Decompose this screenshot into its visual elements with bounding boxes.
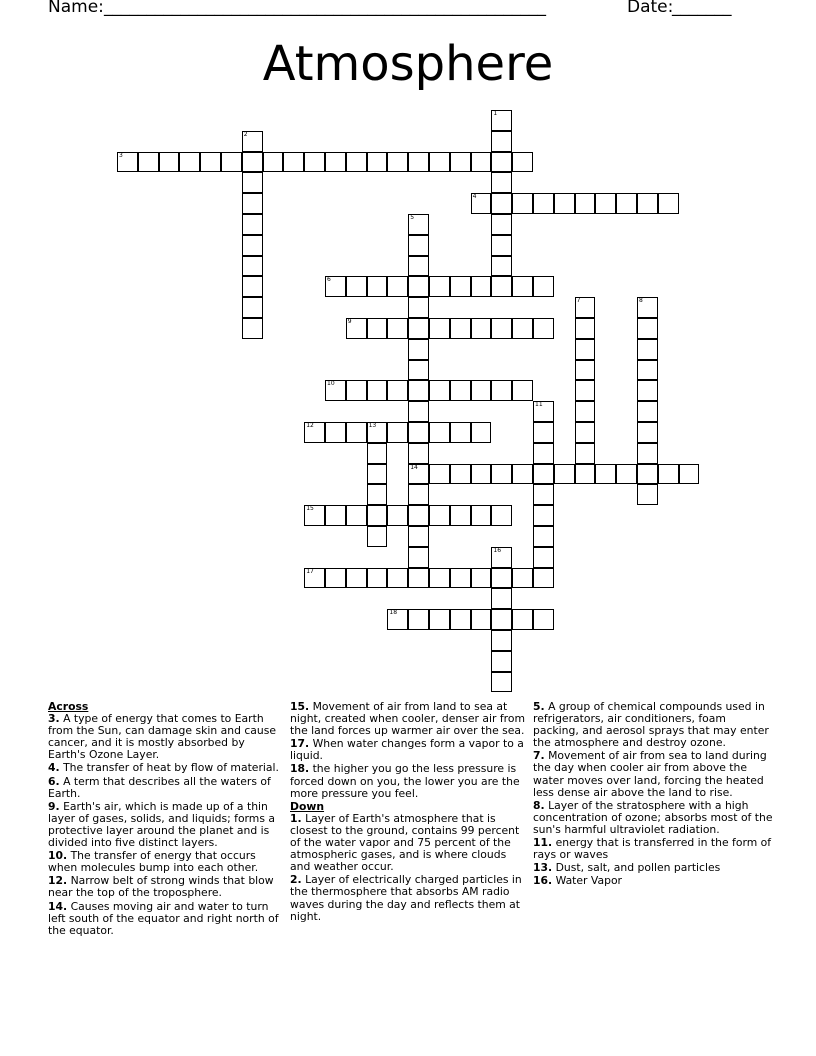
crossword-cell[interactable]	[491, 568, 512, 589]
clue-number: 7	[576, 297, 581, 305]
crossword-cell[interactable]	[325, 380, 346, 401]
crossword-cell[interactable]	[408, 318, 429, 339]
crossword-cell[interactable]	[471, 276, 492, 297]
clue-number: 11	[535, 401, 543, 409]
clues-column-1	[48, 701, 280, 938]
crossword-cell[interactable]	[575, 401, 596, 422]
crossword-cell[interactable]	[408, 547, 429, 568]
crossword-cell[interactable]	[471, 568, 492, 589]
crossword-cell[interactable]	[367, 152, 388, 173]
crossword-cell[interactable]	[387, 318, 408, 339]
clue-down-11: 11. energy that is transferred in the form of rays or waves	[533, 836, 772, 862]
crossword-cell[interactable]	[491, 256, 512, 277]
crossword-cell[interactable]	[408, 609, 429, 630]
crossword-cell[interactable]	[387, 380, 408, 401]
crossword-cell[interactable]	[637, 318, 658, 339]
crossword-cell[interactable]	[637, 443, 658, 464]
crossword-cell[interactable]	[450, 505, 471, 526]
crossword-cell[interactable]	[471, 505, 492, 526]
crossword-cell[interactable]	[304, 568, 325, 589]
crossword-cell[interactable]	[346, 422, 367, 443]
crossword-cell[interactable]	[429, 276, 450, 297]
across-heading: Across	[48, 700, 89, 713]
crossword-cell[interactable]	[533, 401, 554, 422]
crossword-cell[interactable]	[346, 568, 367, 589]
crossword-cell[interactable]	[595, 464, 616, 485]
crossword-cell[interactable]	[616, 464, 637, 485]
crossword-cell[interactable]	[491, 214, 512, 235]
crossword-cell[interactable]	[637, 422, 658, 443]
crossword-cell[interactable]	[491, 588, 512, 609]
clue-down-2: 2. Layer of electrically charged particles in the thermosphere that absorbs AM radio waves during the day and reflects them at night.	[290, 873, 522, 923]
crossword-cell[interactable]	[408, 484, 429, 505]
crossword-cell[interactable]	[491, 380, 512, 401]
crossword-cell[interactable]	[575, 422, 596, 443]
crossword-cell[interactable]	[221, 152, 242, 173]
clue-number: 15	[306, 505, 314, 513]
crossword-cell[interactable]	[533, 526, 554, 547]
clue-number: 14	[410, 463, 418, 471]
crossword-cell[interactable]	[367, 422, 388, 443]
crossword-cell[interactable]	[637, 484, 658, 505]
crossword-cell[interactable]	[408, 380, 429, 401]
crossword-cell[interactable]	[242, 235, 263, 256]
crossword-cell[interactable]	[450, 464, 471, 485]
clue-number: 10	[327, 380, 335, 388]
crossword-cell[interactable]	[408, 526, 429, 547]
crossword-cell[interactable]	[471, 318, 492, 339]
crossword-cell[interactable]	[512, 380, 533, 401]
crossword-cell[interactable]	[491, 172, 512, 193]
crossword-cell[interactable]	[471, 380, 492, 401]
crossword-cell[interactable]	[658, 464, 679, 485]
crossword-cell[interactable]	[679, 464, 700, 485]
crossword-cell[interactable]	[575, 380, 596, 401]
crossword-cell[interactable]	[491, 193, 512, 214]
crossword-cell[interactable]	[429, 318, 450, 339]
crossword-cell[interactable]	[637, 380, 658, 401]
crossword-cell[interactable]	[533, 422, 554, 443]
crossword-cell[interactable]	[408, 214, 429, 235]
crossword-cell[interactable]	[575, 360, 596, 381]
crossword-cell[interactable]	[263, 152, 284, 173]
name-label: Name:	[48, 0, 104, 17]
clue-number: 17	[306, 567, 314, 575]
crossword-cell[interactable]	[408, 152, 429, 173]
crossword-cell[interactable]	[637, 297, 658, 318]
crossword-cell[interactable]	[512, 318, 533, 339]
crossword-cell[interactable]	[512, 609, 533, 630]
crossword-cell[interactable]	[450, 318, 471, 339]
clue-number: 16	[493, 546, 502, 554]
crossword-cell[interactable]	[242, 193, 263, 214]
crossword-cell[interactable]	[512, 568, 533, 589]
clue-across-18: 18. the higher you go the less pressure is forced down on you, the lower you are the more pressure you feel.	[290, 762, 520, 800]
clues-column-2	[290, 701, 526, 924]
crossword-cell[interactable]	[367, 443, 388, 464]
crossword-cell[interactable]	[429, 380, 450, 401]
crossword-cell[interactable]	[179, 152, 200, 173]
crossword-cell[interactable]	[491, 651, 512, 672]
clue-number: 3	[119, 151, 123, 159]
crossword-cell[interactable]	[325, 422, 346, 443]
crossword-cell[interactable]	[242, 276, 263, 297]
crossword-cell[interactable]	[304, 152, 325, 173]
crossword-cell[interactable]	[491, 152, 512, 173]
clue-across-4: 4. The transfer of heat by flow of material.	[48, 761, 279, 775]
crossword-cell[interactable]	[533, 443, 554, 464]
crossword-cell[interactable]	[575, 339, 596, 360]
date-field[interactable]: _______	[672, 0, 732, 17]
crossword-cell[interactable]	[408, 360, 429, 381]
crossword-cell[interactable]	[471, 422, 492, 443]
crossword-cell[interactable]	[533, 276, 554, 297]
crossword-cell[interactable]	[491, 547, 512, 568]
crossword-cell[interactable]	[450, 152, 471, 173]
clue-down-5: 5. A group of chemical compounds used in refrigerators, air conditioners, foam packing, and aerosol sprays that may enter the atmosphere and destroy ozone.	[533, 700, 769, 750]
crossword-cell[interactable]	[533, 464, 554, 485]
clue-number: 5	[410, 214, 415, 221]
crossword-cell[interactable]	[491, 110, 512, 131]
clues-column-3	[533, 701, 773, 888]
clue-down-7: 7. Movement of air from sea to land during the day when cooler air from above the water moves over land, forcing the heated less dense air above the land to rise.	[533, 749, 767, 799]
crossword-cell[interactable]	[346, 505, 367, 526]
clue-number: 1	[493, 110, 498, 117]
crossword-cell[interactable]	[117, 152, 138, 173]
crossword-cell[interactable]	[533, 484, 554, 505]
crossword-cell[interactable]	[575, 464, 596, 485]
crossword-cell[interactable]	[637, 193, 658, 214]
crossword-cell[interactable]	[408, 568, 429, 589]
crossword-cell[interactable]	[325, 505, 346, 526]
crossword-cell[interactable]	[575, 193, 596, 214]
crossword-cell[interactable]	[512, 193, 533, 214]
crossword-cell[interactable]	[242, 131, 263, 152]
crossword-cell[interactable]	[367, 505, 388, 526]
crossword-cell[interactable]	[471, 152, 492, 173]
crossword-cell[interactable]	[138, 152, 159, 173]
crossword-cell[interactable]	[346, 152, 367, 173]
crossword-cell[interactable]	[408, 443, 429, 464]
crossword-cell[interactable]	[429, 152, 450, 173]
crossword-cell[interactable]	[325, 276, 346, 297]
crossword-cell[interactable]	[346, 380, 367, 401]
crossword-cell[interactable]	[491, 630, 512, 651]
crossword-cell[interactable]	[387, 422, 408, 443]
crossword-cell[interactable]	[450, 568, 471, 589]
crossword-cell[interactable]	[491, 464, 512, 485]
clue-down-16: 16. Water Vapor	[533, 874, 622, 888]
clue-across-17: 17. When water changes form a vapor to a liquid.	[290, 737, 524, 763]
crossword-cell[interactable]	[533, 318, 554, 339]
crossword-cell[interactable]	[408, 464, 429, 485]
down-heading: Down	[290, 799, 325, 813]
crossword-cell[interactable]	[304, 505, 325, 526]
crossword-cell[interactable]	[408, 276, 429, 297]
crossword-cell[interactable]	[637, 339, 658, 360]
crossword-cell[interactable]	[450, 422, 471, 443]
crossword-cell[interactable]	[429, 505, 450, 526]
crossword-cell[interactable]	[533, 505, 554, 526]
crossword-cell[interactable]	[346, 318, 367, 339]
clue-across-15: 15. Movement of air from land to sea at night, created when cooler, denser air from the land forces up warmer air over the sea.	[290, 700, 525, 738]
crossword-cell[interactable]	[491, 235, 512, 256]
crossword-cell[interactable]	[491, 131, 512, 152]
crossword-cell[interactable]	[408, 256, 429, 277]
crossword-cell[interactable]	[533, 193, 554, 214]
crossword-cell[interactable]	[367, 318, 388, 339]
crossword-cell[interactable]	[575, 443, 596, 464]
crossword-cell[interactable]	[200, 152, 221, 173]
crossword-cell[interactable]	[575, 318, 596, 339]
crossword-cell[interactable]	[429, 422, 450, 443]
crossword-cell[interactable]	[554, 193, 575, 214]
crossword-cell[interactable]	[242, 214, 263, 235]
crossword-cell[interactable]	[242, 172, 263, 193]
crossword-cell[interactable]	[491, 318, 512, 339]
crossword-cell[interactable]	[304, 422, 325, 443]
clue-number: 6	[327, 276, 331, 284]
clue-number: 9	[347, 318, 352, 325]
crossword-cell[interactable]	[387, 609, 408, 630]
clue-down-1: 1. Layer of Earth's atmosphere that is closest to the ground, contains 99 percent of the water vapor and 75 percent of the atmospheric gases, and is where clouds and weather occur.	[290, 811, 520, 874]
crossword-cell[interactable]	[283, 152, 304, 173]
crossword-cell[interactable]	[242, 256, 263, 277]
crossword-cell[interactable]	[408, 505, 429, 526]
crossword-cell[interactable]	[346, 276, 367, 297]
clue-down-13: 13. Dust, salt, and pollen particles	[533, 861, 721, 875]
crossword-cell[interactable]	[637, 464, 658, 485]
crossword-cell[interactable]	[367, 568, 388, 589]
crossword-cell[interactable]	[554, 464, 575, 485]
crossword-cell[interactable]	[533, 568, 554, 589]
crossword-cell[interactable]	[471, 464, 492, 485]
crossword-cell[interactable]	[367, 526, 388, 547]
crossword-cell[interactable]	[575, 297, 596, 318]
crossword-cell[interactable]	[512, 276, 533, 297]
crossword-cell[interactable]	[491, 505, 512, 526]
crossword-cell[interactable]	[450, 609, 471, 630]
crossword-cell[interactable]	[387, 568, 408, 589]
crossword-cell[interactable]	[429, 609, 450, 630]
crossword-cell[interactable]	[325, 568, 346, 589]
clue-down-8: 8. Layer of the stratosphere with a high concentration of ozone; absorbs most of the sun's harmful ultraviolet radiation.	[533, 798, 773, 836]
clue-number: 13	[368, 422, 377, 429]
crossword-cell[interactable]	[471, 193, 492, 214]
clue-across-10: 10. The transfer of energy that occurs when molecules bump into each other.	[48, 849, 259, 875]
crossword-cell[interactable]	[512, 152, 533, 173]
crossword-cell[interactable]	[367, 484, 388, 505]
crossword-cell[interactable]	[408, 422, 429, 443]
crossword-cell[interactable]	[450, 380, 471, 401]
clue-across-6: 6. A term that describes all the waters of Earth.	[48, 774, 271, 800]
crossword-cell[interactable]	[408, 297, 429, 318]
crossword-cell[interactable]	[658, 193, 679, 214]
crossword-cell[interactable]	[242, 318, 263, 339]
crossword-cell[interactable]	[491, 672, 512, 693]
crossword-cell[interactable]	[367, 380, 388, 401]
crossword-cell[interactable]	[325, 152, 346, 173]
crossword-cell[interactable]	[367, 464, 388, 485]
crossword-cell[interactable]	[637, 401, 658, 422]
crossword-cell[interactable]	[533, 609, 554, 630]
clue-across-3: 3. A type of energy that comes to Earth from the Sun, can damage skin and cause cancer, and it is mostly absorbed by Earth's Ozone Layer.	[48, 712, 277, 762]
name-field[interactable]: ____________________________________________________	[104, 0, 546, 17]
crossword-cell[interactable]	[512, 464, 533, 485]
crossword-cell[interactable]	[242, 297, 263, 318]
clue-across-12: 12. Narrow belt of strong winds that blow near the top of the troposphere.	[48, 874, 274, 900]
crossword-cell[interactable]	[491, 276, 512, 297]
date-label: Date:	[627, 0, 674, 17]
crossword-cell[interactable]	[471, 609, 492, 630]
clue-number: 12	[306, 422, 314, 429]
crossword-cell[interactable]	[387, 152, 408, 173]
crossword-cell[interactable]	[387, 505, 408, 526]
crossword-cell[interactable]	[408, 339, 429, 360]
clue-across-9: 9. Earth's air, which is made up of a thin layer of gases, solids, and liquids; forms a protective layer around the planet and is divided into five distinct layers.	[48, 799, 275, 850]
clue-number: 18	[389, 609, 398, 617]
crossword-cell[interactable]	[637, 360, 658, 381]
crossword-cell[interactable]	[595, 193, 616, 214]
clue-across-14: 14. Causes moving air and water to turn left south of the equator and right north of the equator.	[48, 899, 279, 937]
crossword-cell[interactable]	[408, 401, 429, 422]
crossword-cell[interactable]	[533, 547, 554, 568]
crossword-cell[interactable]	[367, 276, 388, 297]
crossword-cell[interactable]	[159, 152, 180, 173]
clue-number: 8	[639, 297, 643, 305]
crossword-cell[interactable]	[387, 276, 408, 297]
crossword-cell[interactable]	[491, 609, 512, 630]
crossword-cell[interactable]	[429, 568, 450, 589]
clue-number: 4	[472, 193, 477, 201]
page-title: Atmosphere	[262, 36, 554, 92]
clue-number: 2	[243, 130, 248, 138]
crossword-cell[interactable]	[450, 276, 471, 297]
crossword-cell[interactable]	[616, 193, 637, 214]
crossword-cell[interactable]	[429, 464, 450, 485]
crossword-cell[interactable]	[242, 152, 263, 173]
crossword-cell[interactable]	[408, 235, 429, 256]
